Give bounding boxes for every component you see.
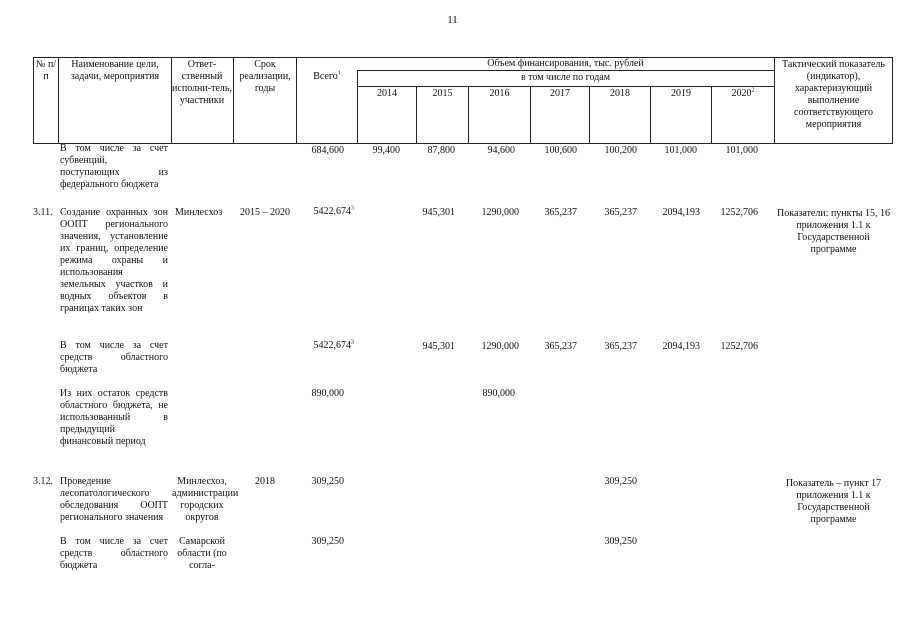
header-incl-years: в том числе по годам — [520, 72, 611, 83]
header-year: 2017 — [550, 88, 570, 99]
row-num: 3.12. — [33, 476, 53, 487]
cell-2017: 365,237 — [544, 341, 577, 352]
row-name: В том числе за счет средств областного бюджета — [60, 340, 168, 375]
header-total-label: Всего — [313, 71, 338, 82]
cell-2015: 945,301 — [422, 207, 455, 218]
header-year-2020: 2020 — [731, 88, 752, 99]
row-resp: Самарской области (по согла- — [177, 536, 227, 571]
row-total: 890,000 — [311, 388, 344, 399]
row-total: 684,600 — [311, 145, 344, 156]
header-year: 2014 — [377, 88, 397, 99]
cell-2020: 1252,706 — [720, 341, 758, 352]
cell-2018: 365,237 — [604, 207, 637, 218]
row-term: 2018 — [255, 476, 275, 487]
row-total-sup: 3 — [351, 339, 354, 346]
cell-2020: 1252,706 — [720, 207, 758, 218]
col-border — [58, 57, 59, 144]
header-year: 2016 — [489, 88, 510, 99]
cell-2015: 945,301 — [422, 341, 455, 352]
header-year — [712, 88, 774, 100]
col-border — [774, 57, 775, 144]
cell-2018: 309,250 — [604, 476, 637, 487]
row-total: 309,250 — [311, 536, 344, 547]
cell-2016: 890,000 — [482, 388, 515, 399]
col-border — [892, 57, 893, 144]
cell-2016: 1290,000 — [481, 341, 519, 352]
header-term: Срок реализации, годы — [239, 59, 291, 94]
header-year-2020-sup: 2 — [751, 87, 755, 94]
row-resp: Минлесхоз, администрации городских округов — [172, 476, 239, 523]
row-num: 3.11. — [33, 207, 53, 218]
row-name: В том числе за счет средств областного бюджета — [60, 536, 168, 571]
cell-2019: 2094,193 — [662, 207, 700, 218]
row-term: 2015 – 2020 — [240, 207, 290, 218]
row-indicator: Показатель – пункт 17 приложения 1.1 к Государственной программе — [785, 478, 882, 525]
cell-2016: 1290,000 — [481, 207, 519, 218]
cell-2018: 365,237 — [604, 341, 637, 352]
cell-2018: 100,200 — [604, 145, 637, 156]
cell-2015: 87,800 — [427, 145, 455, 156]
cell-2019: 101,000 — [664, 145, 697, 156]
header-year: 2015 — [432, 88, 453, 99]
header-name: Наименование цели, задачи, мероприятия — [70, 59, 160, 82]
cell-2016: 94,600 — [487, 145, 515, 156]
header-total-sup: 1 — [337, 70, 341, 77]
row-name: В том числе за счет субвенций, поступающих из федерального бюджета — [60, 143, 168, 190]
row-total: 309,250 — [311, 476, 344, 487]
row-name: Создание охранных зон ООПТ регионального значения, установление их границ, определение режима охраны и использования земельных участков и водных объектов в границах таких зон — [60, 207, 168, 314]
row-total-value: 5422,674 — [313, 340, 351, 351]
header-num: № п/п — [35, 59, 57, 82]
row-name: Проведение лесопатологического обследования ООПТ регионального значения — [60, 476, 168, 523]
header-year: 2018 — [610, 88, 630, 99]
page-number: 11 — [447, 14, 458, 26]
row-indicator: Показатели: пункты 15, 16 приложения 1.1 к Государственной программе — [777, 208, 890, 255]
row-total — [296, 206, 354, 218]
cell-2018: 309,250 — [604, 536, 637, 547]
header-indicator: Тактический показатель (индикатор), характеризующий выполнение соответствующего мероприятия — [782, 59, 885, 130]
header-funding: Объем финансирования, тыс. рублей — [487, 58, 644, 69]
row-total-value: 5422,674 — [313, 206, 351, 217]
row-total — [296, 340, 354, 352]
row-name: Из них остаток средств областного бюджета, не использованный в предыдущий финансовый период — [60, 388, 168, 447]
header-year: 2019 — [671, 88, 691, 99]
header-resp: Ответ-ственный исполни-тель, участники — [172, 59, 232, 106]
cell-2019: 2094,193 — [662, 341, 700, 352]
header-total — [297, 71, 357, 83]
cell-2020: 101,000 — [725, 145, 758, 156]
cell-2014: 99,400 — [372, 145, 400, 156]
cell-2017: 100,600 — [544, 145, 577, 156]
funding-subheader-line — [357, 70, 774, 71]
cell-2017: 365,237 — [544, 207, 577, 218]
row-total-sup: 3 — [351, 205, 354, 212]
row-resp: Минлесхоз — [175, 207, 223, 218]
